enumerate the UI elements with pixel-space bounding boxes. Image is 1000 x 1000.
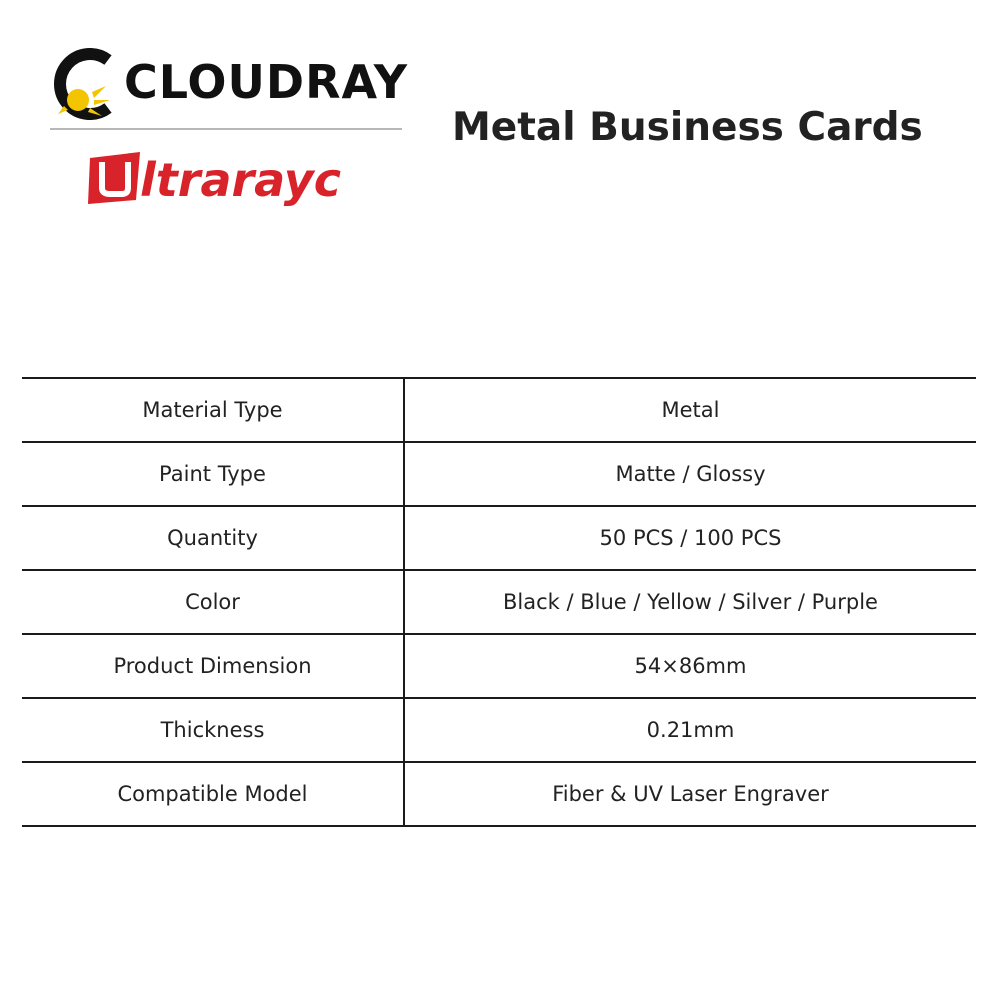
cloudray-logo-icon xyxy=(48,48,120,120)
table-row xyxy=(22,442,976,506)
spec-label: Paint Type xyxy=(22,442,404,506)
spec-label: Color xyxy=(22,570,404,634)
table-row xyxy=(22,378,976,442)
spec-label: Compatible Model xyxy=(22,762,404,826)
spec-value: Black / Blue / Yellow / Silver / Purple xyxy=(404,570,976,634)
spec-value: 50 PCS / 100 PCS xyxy=(404,506,976,570)
table-row xyxy=(22,570,976,634)
spec-label: Product Dimension xyxy=(22,634,404,698)
spec-label: Material Type xyxy=(22,378,404,442)
logo-block xyxy=(48,44,408,214)
spec-table xyxy=(22,377,976,827)
spec-value: Metal xyxy=(404,378,976,442)
page-title: Metal Business Cards xyxy=(452,105,923,150)
spec-value: Fiber & UV Laser Engraver xyxy=(404,762,976,826)
spec-label: Quantity xyxy=(22,506,404,570)
spec-value: 54×86mm xyxy=(404,634,976,698)
ultrarayc-wordmark: ltrarayc xyxy=(140,153,342,207)
logo-divider xyxy=(50,128,402,130)
table-row xyxy=(22,698,976,762)
table-row xyxy=(22,634,976,698)
table-row xyxy=(22,762,976,826)
spec-value: Matte / Glossy xyxy=(404,442,976,506)
ultrarayc-logo-icon xyxy=(88,144,408,210)
spec-value: 0.21mm xyxy=(404,698,976,762)
cloudray-logo xyxy=(48,44,408,116)
spec-label: Thickness xyxy=(22,698,404,762)
cloudray-wordmark: CLOUDRAY xyxy=(124,55,408,109)
table-row xyxy=(22,506,976,570)
